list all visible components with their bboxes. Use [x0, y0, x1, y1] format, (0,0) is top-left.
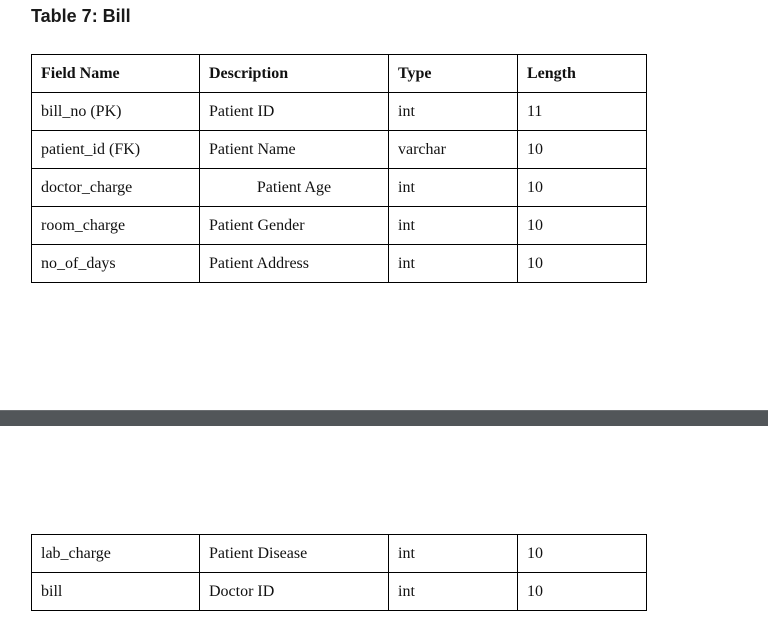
header-length: Length — [518, 55, 647, 93]
cell-length: 10 — [518, 207, 647, 245]
cell-description: Patient ID — [200, 93, 389, 131]
cell-field-name: bill — [32, 573, 200, 611]
cell-type: int — [389, 573, 518, 611]
cell-description: Patient Age — [200, 169, 389, 207]
table-row — [32, 93, 647, 131]
table-row — [32, 169, 647, 207]
table-caption: Table 7: Bill — [31, 6, 131, 26]
table-row — [32, 245, 647, 283]
page-separator — [0, 410, 768, 426]
cell-description: Patient Name — [200, 131, 389, 169]
header-description: Description — [200, 55, 389, 93]
cell-description: Doctor ID — [200, 573, 389, 611]
cell-field-name: bill_no (PK) — [32, 93, 200, 131]
bill-table-continued — [31, 534, 647, 611]
header-type: Type — [389, 55, 518, 93]
cell-field-name: lab_charge — [32, 535, 200, 573]
cell-type: int — [389, 245, 518, 283]
table-header-row — [32, 55, 647, 93]
cell-type: int — [389, 535, 518, 573]
table-row — [32, 131, 647, 169]
cell-description: Patient Address — [200, 245, 389, 283]
cell-length: 10 — [518, 131, 647, 169]
cell-length: 10 — [518, 245, 647, 283]
header-field-name: Field Name — [32, 55, 200, 93]
cell-type: int — [389, 207, 518, 245]
cell-length: 10 — [518, 169, 647, 207]
cell-length: 10 — [518, 573, 647, 611]
cell-field-name: patient_id (FK) — [32, 131, 200, 169]
table-row — [32, 207, 647, 245]
cell-field-name: no_of_days — [32, 245, 200, 283]
cell-field-name: room_charge — [32, 207, 200, 245]
cell-type: varchar — [389, 131, 518, 169]
cell-type: int — [389, 93, 518, 131]
cell-field-name: doctor_charge — [32, 169, 200, 207]
table-row — [32, 573, 647, 611]
cell-description: Patient Disease — [200, 535, 389, 573]
cell-length: 11 — [518, 93, 647, 131]
table-row — [32, 535, 647, 573]
cell-description: Patient Gender — [200, 207, 389, 245]
cell-length: 10 — [518, 535, 647, 573]
bill-table — [31, 54, 647, 283]
cell-type: int — [389, 169, 518, 207]
